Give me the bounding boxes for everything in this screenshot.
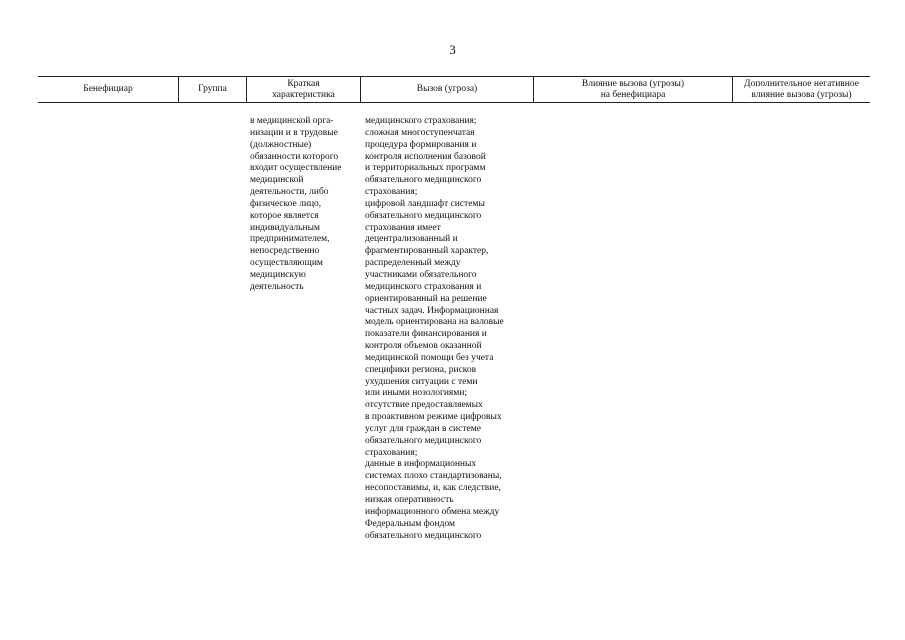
header-beneficiary: Бенефициар [83,84,133,94]
table-header [38,76,870,103]
header-impact: Влияние вызова (угрозы) на бенефициара [581,78,685,100]
header-characteristic: Краткая характеристика [272,78,335,100]
header-challenge: Вызов (угроза) [416,84,478,94]
header-additional-impact: Дополнительное негативное влияние вызова (угрозы) [744,78,859,100]
cell-characteristic: в медицинской орга- низации и в трудовые (должностные) обязанности которого входит осуществление медицинской деятельности, либо физическое лицо, которое является индивидуальным предпринимателем, непосредственно осуществляющим медицинскую деятельность [250,116,342,292]
cell-challenge: медицинского страхования; сложная многоступенчатая процедура формирования и контроля исполнения базовой и территориальных программ обязательного медицинского страхования; цифровой ландшафт системы обязательного медицинского страхования имеет децентрализованный и фрагментированный характер, распределенный между участниками обязательного медицинского страхования и ориентированный на решение частных задач. Информационная модель ориентирована на валовые показатели финансирования и контроля объемов оказанной медицинской помощи без учета специфики региона, рисков ухудшения ситуации с теми или иными нозологиями; отсутствие предоставляемых в проактивном режиме цифровых услуг для граждан в системе обязательного медицинского страхования; данные в информационных системах плохо стандартизованы, несопоставимы, и, как следствие, низкая оперативность информационного обмена между Федеральным фондом обязательного медицинского [365,116,504,541]
page-number: 3 [449,42,456,57]
header-group: Группа [198,84,227,94]
